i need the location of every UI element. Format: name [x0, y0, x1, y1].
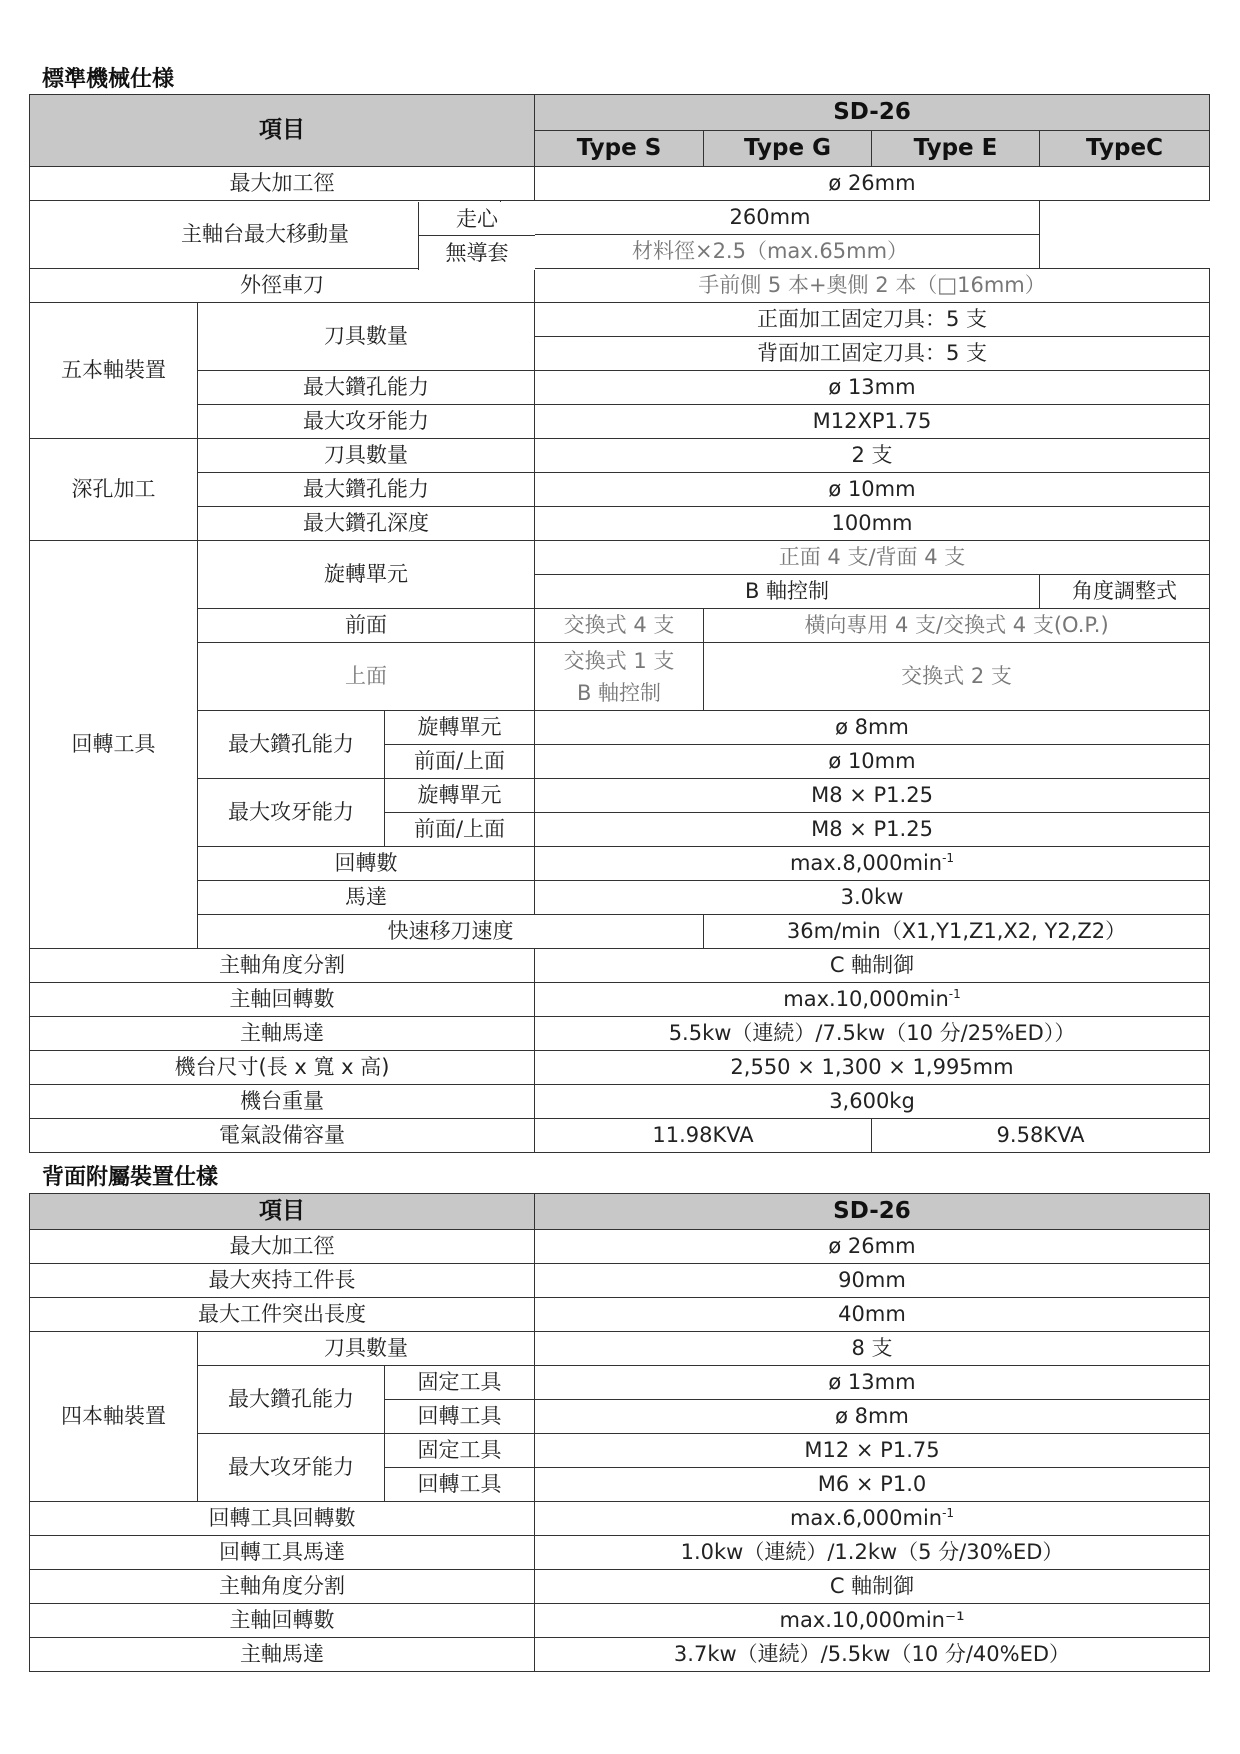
b-spindle-rpm-label: 主軸回轉數: [30, 1604, 535, 1638]
deep-depth-label: 最大鑽孔深度: [198, 507, 535, 541]
table-row: [30, 983, 1210, 1017]
header-item: 項目: [30, 1194, 535, 1230]
four-spindle-label: 四本軸裝置: [30, 1332, 198, 1502]
header-type-s: Type S: [535, 131, 704, 167]
b-angle-index-value: C 軸制御: [535, 1570, 1210, 1604]
rotary-tap-label: 最大攻牙能力: [198, 779, 385, 847]
dimensions-label: 機台尺寸(長 x 寬 x 高): [30, 1051, 535, 1085]
header-row: [30, 1194, 1210, 1230]
rotary-drill-value-2: ø 10mm: [535, 745, 1210, 779]
angle-index-value: C 軸制御: [535, 949, 1210, 983]
headstock-label: 主軸台最大移動量: [30, 201, 501, 269]
table-row: [30, 371, 1210, 405]
rotary-top-type-s: [535, 643, 704, 711]
max-diameter-label: 最大加工徑: [30, 167, 535, 201]
rotary-unit-angle: 角度調整式: [1040, 575, 1210, 609]
four-drill-value-2: ø 8mm: [535, 1400, 1210, 1434]
four-drill-label: 最大鑽孔能力: [198, 1366, 385, 1434]
standard-spec-table: [29, 94, 1210, 1153]
table-row: [30, 1434, 1210, 1468]
rotary-unit-value: 正面 4 支/背面 4 支: [535, 541, 1210, 575]
headstock-sub-labels: [418, 202, 535, 270]
spindle-rpm-exponent: -1: [948, 986, 961, 1001]
five-tap-label: 最大攻牙能力: [198, 405, 535, 439]
headstock-sub-2: 無導套: [445, 241, 509, 265]
table-row: [30, 1604, 1210, 1638]
table-row: [30, 609, 1210, 643]
four-drill-sub-2: 回轉工具: [385, 1400, 535, 1434]
five-tap-value: M12XP1.75: [535, 405, 1210, 439]
table-row: [30, 847, 1210, 881]
four-drill-value-1: ø 13mm: [535, 1366, 1210, 1400]
weight-label: 機台重量: [30, 1085, 535, 1119]
table-row: [30, 949, 1210, 983]
table-row: [30, 1298, 1210, 1332]
rot-rpm-value: [535, 1502, 1210, 1536]
five-drill-label: 最大鑽孔能力: [198, 371, 535, 405]
rot-rpm-exponent: -1: [942, 1505, 955, 1520]
table-row: [30, 1332, 1210, 1366]
rotary-rpm-text: max.8,000min: [789, 850, 943, 875]
b-angle-index-label: 主軸角度分割: [30, 1570, 535, 1604]
five-spindle-label: 五本軸裝置: [30, 303, 198, 439]
power-label: 電氣設備容量: [30, 1119, 535, 1153]
header-type-e: Type E: [872, 131, 1040, 167]
od-tool-label: 外徑車刀: [30, 269, 535, 303]
b-max-diameter-value: ø 26mm: [535, 1230, 1210, 1264]
headstock-value-1: 260mm: [501, 201, 1040, 235]
rotary-drill-label: 最大鑽孔能力: [198, 711, 385, 779]
five-tool-front: 正面加工固定刀具：5 支: [535, 303, 1210, 337]
table-row: [30, 1536, 1210, 1570]
table-row: [30, 711, 1210, 745]
table-row: [30, 1366, 1210, 1400]
four-tap-sub-2: 回轉工具: [385, 1468, 535, 1502]
rotary-top-type-s-line2: B 軸控制: [576, 680, 662, 705]
table-row: [30, 439, 1210, 473]
section-title-back-attachment: 背面附屬裝置仕樣: [42, 1165, 219, 1190]
four-count-label: 刀具數量: [198, 1332, 535, 1366]
deep-drill-label: 最大鑽孔能力: [198, 473, 535, 507]
b-max-diameter-label: 最大加工徑: [30, 1230, 535, 1264]
table-row: [30, 201, 1210, 235]
table-row: [30, 779, 1210, 813]
deep-hole-label: 深孔加工: [30, 439, 198, 541]
rotary-front-label: 前面: [198, 609, 535, 643]
rotary-motor-value: 3.0kw: [535, 881, 1210, 915]
od-tool-value: 手前側 5 本+奧側 2 本（□16mm）: [535, 269, 1210, 303]
b-spindle-rpm-value: max.10,000min⁻¹: [535, 1604, 1210, 1638]
four-tap-label: 最大攻牙能力: [198, 1434, 385, 1502]
power-value-1: 11.98KVA: [535, 1119, 872, 1153]
deep-count-label: 刀具數量: [198, 439, 535, 473]
header-type-c: TypeC: [1040, 131, 1210, 167]
header-model: SD-26: [535, 1194, 1210, 1230]
header-model: SD-26: [535, 95, 1210, 131]
rotary-top-type-s-line1: 交換式 1 支: [563, 648, 675, 673]
table-row: [30, 1230, 1210, 1264]
rotary-tap-sub-1: 旋轉單元: [385, 779, 535, 813]
table-row: [30, 915, 1210, 949]
b-max-protrude-value: 40mm: [535, 1298, 1210, 1332]
rot-rpm-label: 回轉工具回轉數: [30, 1502, 535, 1536]
spindle-rpm-value: [535, 983, 1210, 1017]
spindle-rpm-text: max.10,000min: [783, 986, 949, 1011]
five-tool-back: 背面加工固定刀具：5 支: [535, 337, 1210, 371]
rapid-value: 36m/min（X1,Y1,Z1,X2, Y2,Z2）: [704, 915, 1210, 949]
table-row: [30, 1570, 1210, 1604]
back-attachment-table: [29, 1193, 1210, 1672]
weight-value: 3,600kg: [535, 1085, 1210, 1119]
rotary-front-others: 橫向專用 4 支/交換式 4 支(O.P.): [704, 609, 1210, 643]
table-row: [30, 881, 1210, 915]
table-row: [30, 541, 1210, 575]
table-row: [30, 1085, 1210, 1119]
headstock-sub-1: 走心: [419, 202, 535, 236]
table-row: [30, 1638, 1210, 1672]
rotary-tap-value-1: M8 × P1.25: [535, 779, 1210, 813]
b-max-grip-label: 最大夾持工件長: [30, 1264, 535, 1298]
rotary-tap-value-2: M8 × P1.25: [535, 813, 1210, 847]
rotary-tap-sub-2: 前面/上面: [385, 813, 535, 847]
b-spindle-motor-label: 主軸馬達: [30, 1638, 535, 1672]
five-tool-count-label: 刀具數量: [198, 303, 535, 371]
rotary-drill-value-1: ø 8mm: [535, 711, 1210, 745]
rot-motor-value: 1.0kw（連続）/1.2kw（5 分/30%ED）: [535, 1536, 1210, 1570]
spindle-rpm-label: 主軸回轉數: [30, 983, 535, 1017]
b-spindle-motor-value: 3.7kw（連続）/5.5kw（10 分/40%ED）: [535, 1638, 1210, 1672]
rotary-top-others: 交換式 2 支: [704, 643, 1210, 711]
headstock-value-2: 材料徑×2.5（max.65mm）: [501, 235, 1040, 269]
rotary-label: 回轉工具: [30, 541, 198, 949]
deep-drill-value: ø 10mm: [535, 473, 1210, 507]
table-row: [30, 1264, 1210, 1298]
angle-index-label: 主軸角度分割: [30, 949, 535, 983]
spindle-motor-value: 5.5kw（連続）/7.5kw（10 分/25%ED））: [535, 1017, 1210, 1051]
header-row: [30, 95, 1210, 131]
rotary-drill-sub-2: 前面/上面: [385, 745, 535, 779]
rotary-motor-label: 馬達: [198, 881, 535, 915]
four-count-value: 8 支: [535, 1332, 1210, 1366]
rotary-drill-sub-1: 旋轉單元: [385, 711, 535, 745]
power-value-2: 9.58KVA: [872, 1119, 1210, 1153]
table-row: [30, 269, 1210, 303]
section-title-standard: 標準機械仕様: [42, 67, 175, 92]
deep-count-value: 2 支: [535, 439, 1210, 473]
table-row: [30, 1502, 1210, 1536]
five-drill-value: ø 13mm: [535, 371, 1210, 405]
rotary-rpm-label: 回轉數: [198, 847, 535, 881]
b-max-grip-value: 90mm: [535, 1264, 1210, 1298]
four-tap-value-1: M12 × P1.75: [535, 1434, 1210, 1468]
max-diameter-value: ø 26mm: [535, 167, 1210, 201]
rotary-unit-label: 旋轉單元: [198, 541, 535, 609]
b-max-protrude-label: 最大工件突出長度: [30, 1298, 535, 1332]
table-row: [30, 643, 1210, 711]
table-row: [30, 1051, 1210, 1085]
spindle-motor-label: 主軸馬達: [30, 1017, 535, 1051]
rotary-front-type-s: 交換式 4 支: [535, 609, 704, 643]
four-tap-value-2: M6 × P1.0: [535, 1468, 1210, 1502]
rotary-rpm-exponent: -1: [942, 850, 955, 865]
deep-depth-value: 100mm: [535, 507, 1210, 541]
table-row: [30, 507, 1210, 541]
rotary-top-label: 上面: [198, 643, 535, 711]
rapid-label: 快速移刀速度: [198, 915, 704, 949]
dimensions-value: 2,550 × 1,300 × 1,995mm: [535, 1051, 1210, 1085]
header-type-g: Type G: [704, 131, 872, 167]
table-row: [30, 1119, 1210, 1153]
header-item: 項目: [30, 95, 535, 167]
table-row: [30, 167, 1210, 201]
four-drill-sub-1: 固定工具: [385, 1366, 535, 1400]
table-row: [30, 1017, 1210, 1051]
table-row: [30, 405, 1210, 439]
four-tap-sub-1: 固定工具: [385, 1434, 535, 1468]
rotary-rpm-value: [535, 847, 1210, 881]
rot-motor-label: 回轉工具馬達: [30, 1536, 535, 1570]
rotary-unit-b-axis: B 軸控制: [535, 575, 1040, 609]
table-row: [30, 473, 1210, 507]
table-row: [30, 303, 1210, 337]
rot-rpm-text: max.6,000min: [789, 1505, 943, 1530]
